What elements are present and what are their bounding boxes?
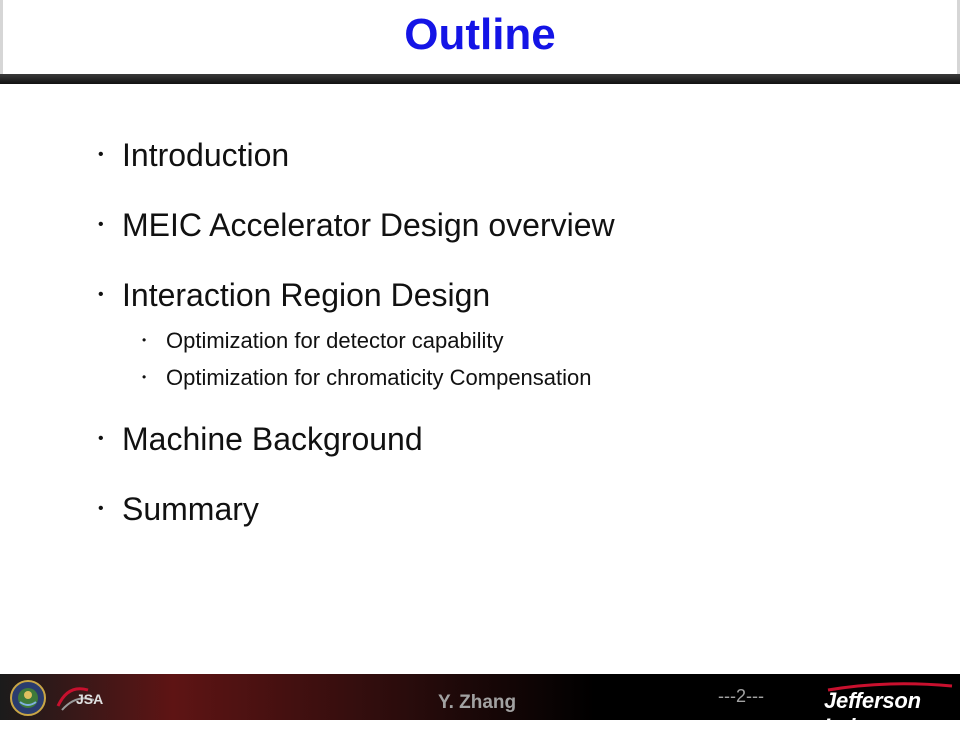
bullet-list — [98, 132, 918, 556]
title-rule — [0, 74, 960, 84]
bullet-item — [98, 416, 918, 462]
bullet-item — [98, 202, 918, 248]
title-bar — [0, 0, 960, 84]
bullet-dot-icon: • — [98, 500, 104, 517]
sub-bullet-item — [142, 324, 918, 357]
bullet-dot-icon: • — [98, 286, 104, 303]
doe-seal-icon — [10, 680, 46, 716]
sub-bullet-text: Optimization for detector capability — [166, 328, 504, 353]
bullet-text: Summary — [122, 491, 259, 527]
sub-bullet-dot-icon: • — [142, 333, 147, 347]
jsa-logo-text: JSA — [76, 691, 104, 707]
jsa-logo-icon — [54, 680, 118, 714]
bullet-text: Machine Background — [122, 421, 423, 457]
bullet-dot-icon: • — [98, 216, 104, 233]
bullet-item — [98, 486, 918, 532]
jefferson-lab-logo: Jefferson Lab — [824, 688, 921, 739]
bullet-item — [98, 272, 918, 318]
bullet-dot-icon: • — [98, 146, 104, 163]
bullet-text: Introduction — [122, 137, 290, 173]
sub-bullet-text: Optimization for chromaticity Compensation — [166, 365, 592, 390]
footer-author: Y. Zhang — [438, 692, 517, 713]
sub-bullet-item — [142, 361, 918, 394]
slide-title: Outline — [404, 10, 556, 59]
footer-bar — [0, 674, 960, 739]
footer-page-number: ---2--- — [718, 686, 764, 706]
sub-bullet-dot-icon: • — [142, 370, 147, 384]
bullet-text: MEIC Accelerator Design overview — [122, 207, 615, 243]
bullet-dot-icon: • — [98, 430, 104, 447]
bullet-text: Interaction Region Design — [122, 277, 491, 313]
sub-bullet-list — [98, 324, 918, 394]
bullet-item — [98, 132, 918, 178]
